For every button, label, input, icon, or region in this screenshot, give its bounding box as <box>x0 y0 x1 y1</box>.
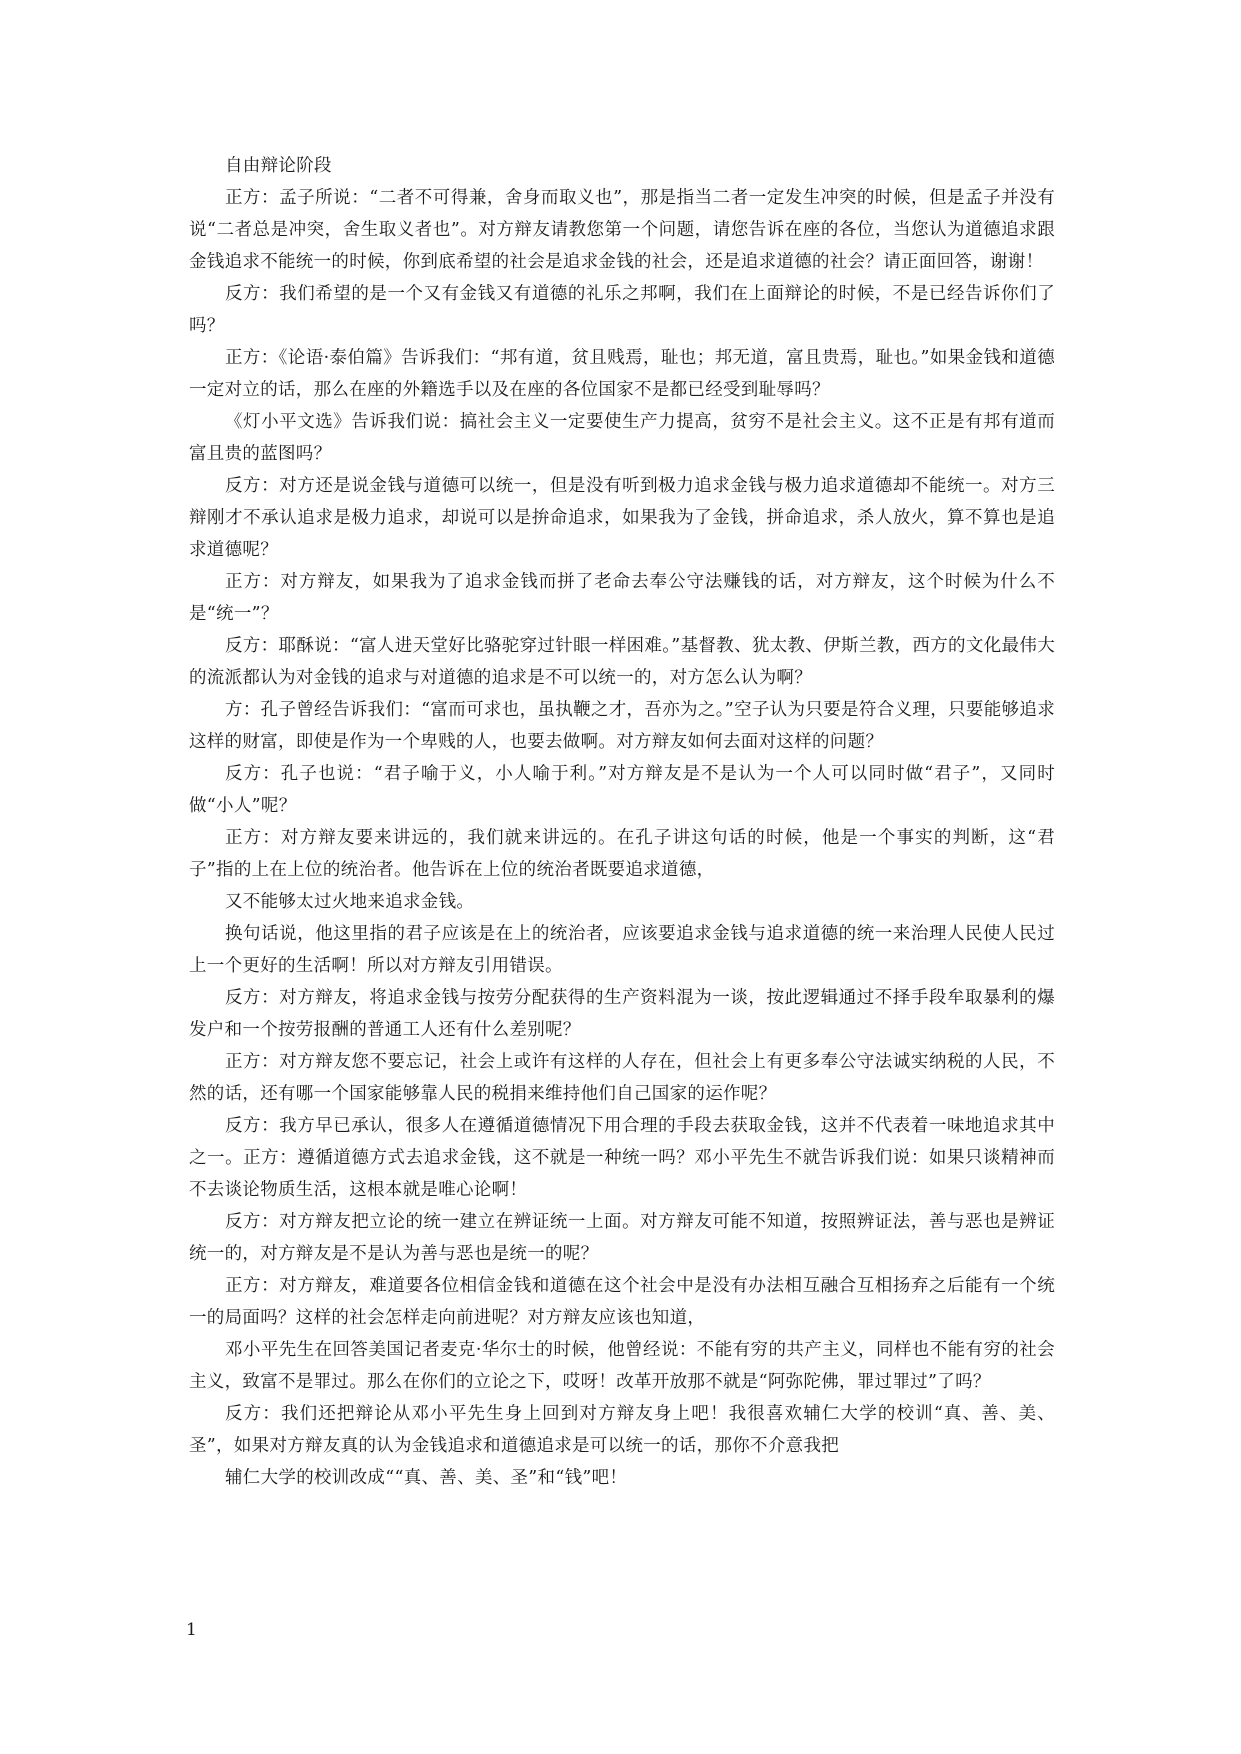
paragraph: 反方：我们希望的是一个又有金钱又有道德的礼乐之邦啊，我们在上面辩论的时候，不是已经告诉你们了吗？ <box>189 284 1055 336</box>
paragraph: 方：孔子曾经告诉我们：“富而可求也，虽执鞭之才，吾亦为之。”空子认为只要是符合义理，只要能够追求这样的财富，即使是作为一个卑贱的人，也要去做啊。对方辩友如何去面对这样的问题？ <box>189 700 1055 752</box>
paragraph: 正方：对方辩友要来讲远的，我们就来讲远的。在孔子讲这句话的时候，他是一个事实的判断，这“君子”指的上在上位的统治者。他告诉在上位的统治者既要追求道德， <box>189 828 1055 880</box>
paragraph: 《灯小平文选》告诉我们说：搞社会主义一定要使生产力提高，贫穷不是社会主义。这不正是有邦有道而富且贵的蓝图吗？ <box>189 412 1055 464</box>
paragraph: 反方：我们还把辩论从邓小平先生身上回到对方辩友身上吧！我很喜欢辅仁大学的校训“真、善、美、圣”，如果对方辩友真的认为金钱追求和道德追求是可以统一的话，那你不介意我把 <box>189 1404 1055 1456</box>
paragraph: 反方：孔子也说：“君子喻于义，小人喻于利。”对方辩友是不是认为一个人可以同时做“君子”，又同时做“小人”呢？ <box>189 764 1055 816</box>
paragraph: 又不能够太过火地来追求金钱。 <box>225 892 475 912</box>
paragraph: 反方：耶酥说：“富人进天堂好比骆驼穿过针眼一样困难。”基督教、犹太教、伊斯兰教，西方的文化最伟大的流派都认为对金钱的追求与对道德的追求是不可以统一的，对方怎么认为啊？ <box>189 636 1055 688</box>
paragraph: 反方：对方还是说金钱与道德可以统一，但是没有听到极力追求金钱与极力追求道德却不能统一。对方三辩刚才不承认追求是极力追求，却说可以是拚命追求，如果我为了金钱，拼命追求，杀人放火，算不算也是追求道德呢？ <box>189 476 1055 560</box>
paragraph: 正方：对方辩友，如果我为了追求金钱而拼了老命去奉公守法赚钱的话，对方辩友，这个时候为什么不是“统一”？ <box>189 572 1055 624</box>
paragraph: 邓小平先生在回答美国记者麦克·华尔士的时候，他曾经说：不能有穷的共产主义，同样也不能有穷的社会主义，致富不是罪过。那么在你们的立论之下，哎呀！改革开放那不就是“阿弥陀佛，罪过罪过”了吗？ <box>189 1340 1055 1392</box>
paragraph: 换句话说，他这里指的君子应该是在上的统治者，应该要追求金钱与追求道德的统一来治理人民使人民过上一个更好的生活啊！所以对方辩友引用错误。 <box>189 924 1055 976</box>
document-body <box>189 150 1055 1494</box>
paragraph: 反方：对方辩友，将追求金钱与按劳分配获得的生产资料混为一谈，按此逻辑通过不择手段牟取暴利的爆发户和一个按劳报酬的普通工人还有什么差别呢？ <box>189 988 1055 1040</box>
paragraph: 正方：《论语·泰伯篇》告诉我们：“邦有道，贫且贱焉，耻也；邦无道，富且贵焉，耻也。”如果金钱和道德一定对立的话，那么在座的外籍选手以及在座的各位国家不是都已经受到耻辱吗？ <box>189 348 1055 400</box>
paragraph: 正方：孟子所说：“二者不可得兼，舍身而取义也”，那是指当二者一定发生冲突的时候，但是孟子并没有说“二者总是冲突，舍生取义者也”。对方辩友请教您第一个问题，请您告诉在座的各位，当您认为道德追求跟金钱追求不能统一的时候，你到底希望的社会是追求金钱的社会，还是追求道德的社会？请正面回答，谢谢！ <box>189 188 1055 272</box>
paragraph: 反方：对方辩友把立论的统一建立在辨证统一上面。对方辩友可能不知道，按照辨证法，善与恶也是辨证统一的，对方辩友是不是认为善与恶也是统一的呢？ <box>189 1212 1055 1264</box>
paragraph: 正方：对方辩友您不要忘记，社会上或许有这样的人存在，但社会上有更多奉公守法诚实纳税的人民，不然的话，还有哪一个国家能够靠人民的税捐来维持他们自己国家的运作呢？ <box>189 1052 1055 1104</box>
section-heading: 自由辩论阶段 <box>225 156 332 176</box>
paragraph: 辅仁大学的校训改成““真、善、美、圣”和“钱”吧！ <box>225 1468 628 1488</box>
paragraph: 反方：我方早已承认，很多人在遵循道德情况下用合理的手段去获取金钱，这并不代表着一味地追求其中之一。正方：遵循道德方式去追求金钱，这不就是一种统一吗？邓小平先生不就告诉我们说：如果只谈精神而不去谈论物质生活，这根本就是唯心论啊！ <box>189 1116 1055 1200</box>
paragraph: 正方：对方辩友，难道要各位相信金钱和道德在这个社会中是没有办法相互融合互相扬弃之后能有一个统一的局面吗？这样的社会怎样走向前进呢？对方辩友应该也知道， <box>189 1276 1055 1328</box>
page-number: 1 <box>186 1620 197 1640</box>
